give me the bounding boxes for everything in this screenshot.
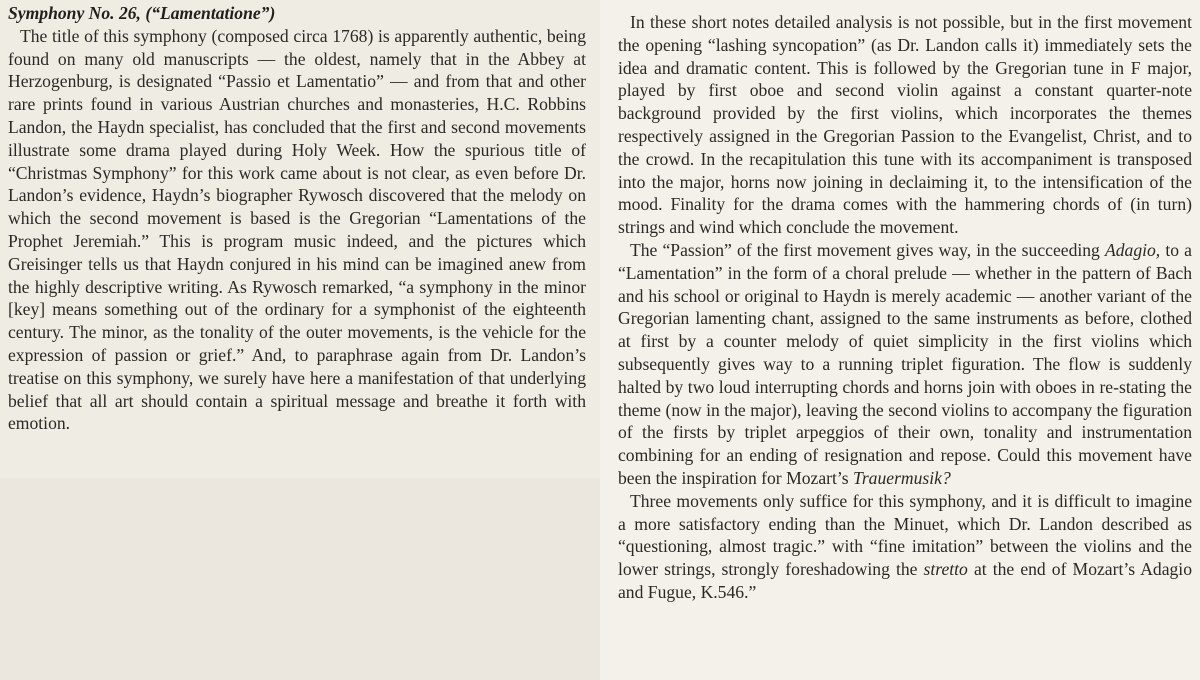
right-paragraph-2 [618, 239, 1192, 490]
paragraph-3-lead: Three movements only suffice for this symphony, and it is difficult to imagine a more satisfactory ending than the Minuet, which Dr. Landon described as “questioning, almost tragic.” with “fine imitation” between the violins and the lower strings, strongly foreshadowing the [618, 490, 1192, 580]
paragraph-3-tail: at the end of Mozart’s Adagio and Fugue, K.546.” [618, 559, 1192, 602]
section-title: Symphony No. 26, (“Lamentatione”) [8, 3, 276, 23]
paragraph-2-body: to a “Lamentation” in the form of a choral prelude — whether in the pattern of Bach and his school or original to Haydn is merely academic — another variant of the Gregorian lamenting chant, assigned to the same instruments as before, clothed at first by a counter melody of quiet simplicity in the first violins which subsequently gives way to a running triplet figuration. The flow is suddenly halted by two loud interrupting chords and horns join with oboes in re-stating the theme (now in the major), leaving the second violins to accompany the figuration of the firsts by triplet arpeggios of their own, tonality and instrumentation combining for an ending of resignation and repose. Could this movement have been the inspiration for Mozart’s [618, 239, 1192, 488]
right-paragraph-1: In these short notes detailed analysis is not possible, but in the first movement the opening “lashing syncopation” (as Dr. Landon calls it) immediately sets the idea and dramatic content. This is followed by the Gregorian tune in F major, played by first oboe and second violin against a constant quarter-note background provided by the first violins, which incorporates the themes respectively assigned in the Gregorian Passion to the Evangelist, Christ, and to the crowd. In the recapitulation this tune with its accompaniment is transposed into the major, horns now joining in declaiming it, to the intensification of the mood. Finality for the drama comes with the hammering chords of (in turn) strings and wind which conclude the movement. [618, 12, 1192, 238]
stretto-italic: stretto [923, 559, 968, 580]
left-page-blank-area [0, 478, 600, 680]
paragraph-2-lead: The “Passion” of the first movement gives way, in the succeeding [630, 239, 1100, 260]
left-paragraph: The title of this symphony (composed circa 1768) is apparently authentic, being found on many old manuscripts — the oldest, namely that in the Abbey at Herzogenburg, is designated “Passio et Lamentatio” — and from that and other rare prints found in various Austrian churches and monasteries, H.C. Robbins Landon, the Haydn specialist, has concluded that the first and second movements illustrate some drama played during Holy Week. How the spurious title of “Christmas Symphony” for this work came about is not clear, as even before Dr. Landon’s evidence, Haydn’s biographer Rywosch discovered that the melody on which the second movement is based is the Gregorian “Lamentations of the Prophet Jeremiah.” This is program music indeed, and the pictures which Greisinger tells us that Haydn conjured in his mind can be imagined anew from the highly descriptive writing. As Rywosch remarked, “a symphony in the minor [key] means something out of the ordinary for a symphonist of the eighteenth century. The minor, as the tonality of the outer movements, is the vehicle for the expression of passion or grief.” And, to paraphrase again from Dr. Landon’s treatise on this symphony, we surely have here a manifestation of that underlying belief that all art should contain a spiritual message and breathe it forth with emotion. [8, 25, 586, 434]
right-column [618, 11, 1192, 604]
trauermusik-italic: Trauermusik? [853, 467, 951, 488]
right-paragraph-3 [618, 490, 1192, 604]
adagio-italic: Adagio, [1104, 239, 1161, 260]
left-column [8, 2, 586, 435]
